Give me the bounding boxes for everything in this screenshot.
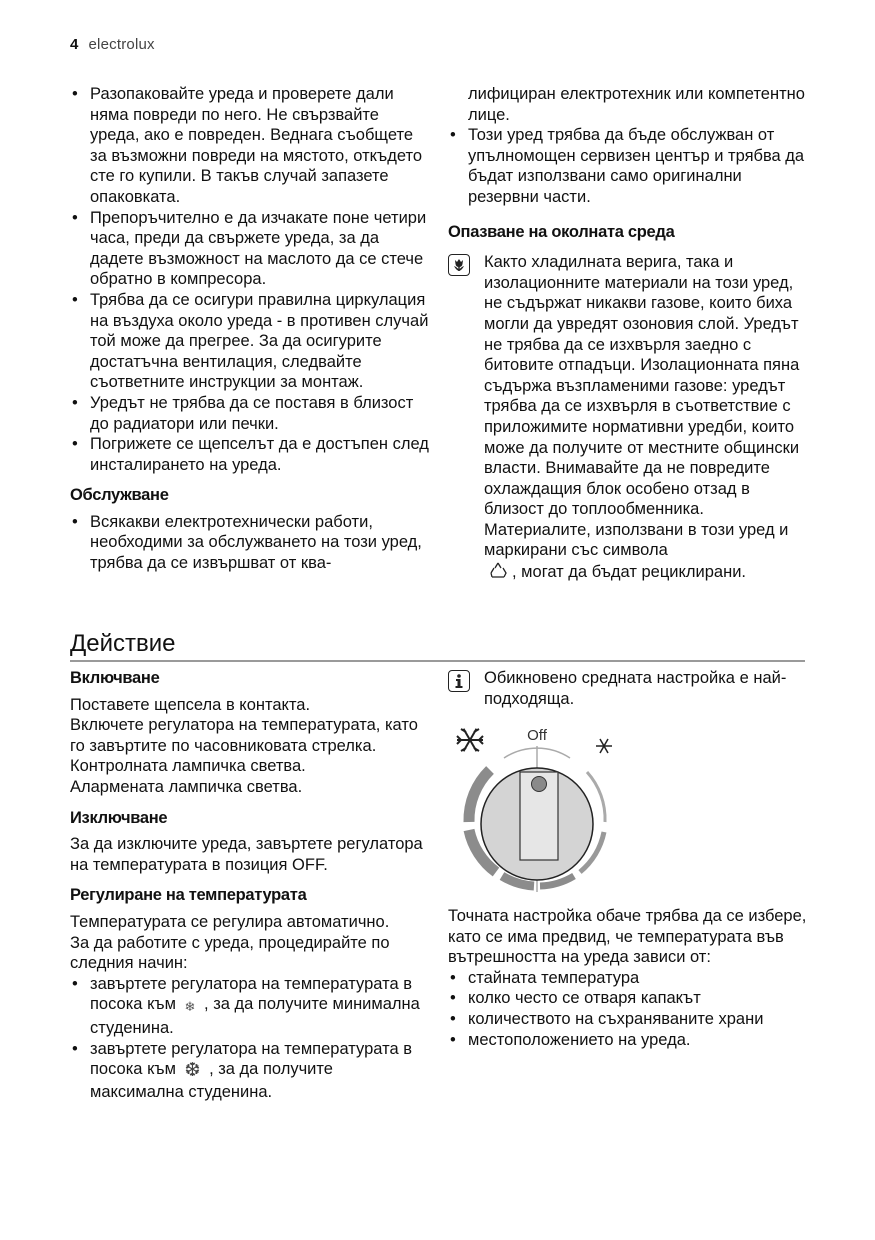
list-item-continuation: лифициран електротехник или компетентно лице. <box>468 85 805 124</box>
switch-on-heading: Включване <box>70 669 160 687</box>
switch-off-heading: Изключване <box>70 808 168 827</box>
bottom-right-column <box>448 668 808 709</box>
list-item: • Всякакви електротехнически работи, необходими за обслужването на този уред, трябва да се извършват от ква- <box>70 512 430 574</box>
regulation-bullets <box>70 974 430 1103</box>
switch-on-line: Алармената лампичка светва. <box>70 777 303 796</box>
list-item <box>70 974 430 1039</box>
list-item: • Уредът не трябва да се поставя в близост до радиатори или печки. <box>70 393 430 434</box>
installation-bullets <box>70 84 430 475</box>
regulation-text: За да работите с уреда, процедирайте по следния начин: <box>70 933 390 973</box>
bullet-text: завъртете регулатора на температурата в посока към <box>90 1039 412 1079</box>
regulation-heading: Регулиране на температурата <box>70 886 307 905</box>
list-item: • Разопаковайте уреда и проверете дали няма повреди по него. Не свързвайте уреда, ако е повреден. Веднага съобщете за възможни повреди на мястото, откъдето сте го купили. В такъв случай запазете опаковката. <box>70 84 430 208</box>
info-text: Обикновено средната настройка е най-подходяща. <box>484 669 787 708</box>
environment-flower-icon <box>448 254 470 276</box>
bottom-left-column <box>70 668 430 1102</box>
thermostat-dial <box>452 722 622 897</box>
large-snowflake-icon: ❆ <box>184 1060 201 1082</box>
list-item: • Трябва да се осигури правилна циркулация на въздуха около уреда - в противен случай той може да прегрее. За да осигурите достатъчна вентилация, следвайте съответните инструкции за монтаж. <box>70 290 430 393</box>
recycle-icon <box>488 561 508 585</box>
large-snowflake-icon <box>457 729 483 752</box>
list-item: • количеството на съхраняваните храни <box>448 1009 808 1030</box>
switch-on-line: Контролната лампичка светва. <box>70 757 306 776</box>
top-right-column <box>448 84 808 585</box>
info-icon <box>448 670 470 692</box>
environment-note <box>448 252 808 585</box>
switch-on-line: Поставете щепсела в контакта. <box>70 695 311 714</box>
page-header <box>70 36 155 53</box>
environment-text-end: , могат да бъдат рециклирани. <box>512 563 747 582</box>
environment-text: Както хладилната верига, така и изолационните материали на този уред, не съдържат никакви газове, които биха могли да увредят озоновия слой. Уредът не трябва да се изхвърля заедно с битовите отпадъци. Изолационната пяна съдържа възпламеними газове: уредът трябва да се изхвърля в съответствие с приложимите нормативни уредби, които може да получите от местните общински власти. Внимавайте да не повредите охлаждащия блок особено отзад в близост до топлообменника. Материалите, използвани в този уред и маркирани със символа <box>484 253 800 560</box>
small-snowflake-icon: ❄ <box>184 999 196 1015</box>
list-item: • Погрижете се щепселът да е достъпен след инсталирането на уреда. <box>70 434 430 475</box>
switch-on-line: Включете регулатора на температурата, като го завъртите по часовниковата стрелка. <box>70 716 418 755</box>
list-item: • Препоръчително е да изчакате поне четири часа, преди да свържете уреда, за да дадете възможност на маслото да се стече обратно в компресора. <box>70 208 430 290</box>
service-bullets-continued <box>448 84 808 208</box>
list-item <box>70 1039 430 1103</box>
bullet-text: , за да получите минимална студенина. <box>90 995 420 1037</box>
switch-off-text: За да изключите уреда, завъртете регулатора на температурата в позиция OFF. <box>70 835 423 874</box>
brand-name: electrolux <box>88 36 155 53</box>
dial-off-label: Off <box>527 727 547 744</box>
list-item: • Този уред трябва да бъде обслужван от упълномощен сервизен център и трябва да бъдат използвани само оригинални резервни части. <box>448 125 808 207</box>
info-note <box>448 668 808 709</box>
environment-heading: Опазване на околната среда <box>448 222 675 241</box>
bullet-text: завъртете регулатора на температурата в посока към <box>90 974 412 1014</box>
factors-list <box>448 968 808 1050</box>
service-bullets <box>70 512 430 574</box>
service-heading: Обслужване <box>70 486 169 505</box>
list-item: • колко често се отваря капакът <box>448 988 808 1009</box>
regulation-text: Температурата се регулира автоматично. <box>70 912 390 931</box>
page-number: 4 <box>70 36 79 53</box>
top-left-column <box>70 84 430 574</box>
section-title: Действие <box>70 630 176 657</box>
bullet-text: , за да получите максимална студенина. <box>90 1060 333 1101</box>
section-divider <box>70 660 805 662</box>
list-item: • местоположението на уреда. <box>448 1030 808 1051</box>
setting-text: Точната настройка обаче трябва да се избере, като се има предвид, че температурата във вътрешността на уреда зависи от: <box>448 907 807 967</box>
list-item: • стайната температура <box>448 968 808 989</box>
setting-text-block <box>448 906 808 1050</box>
